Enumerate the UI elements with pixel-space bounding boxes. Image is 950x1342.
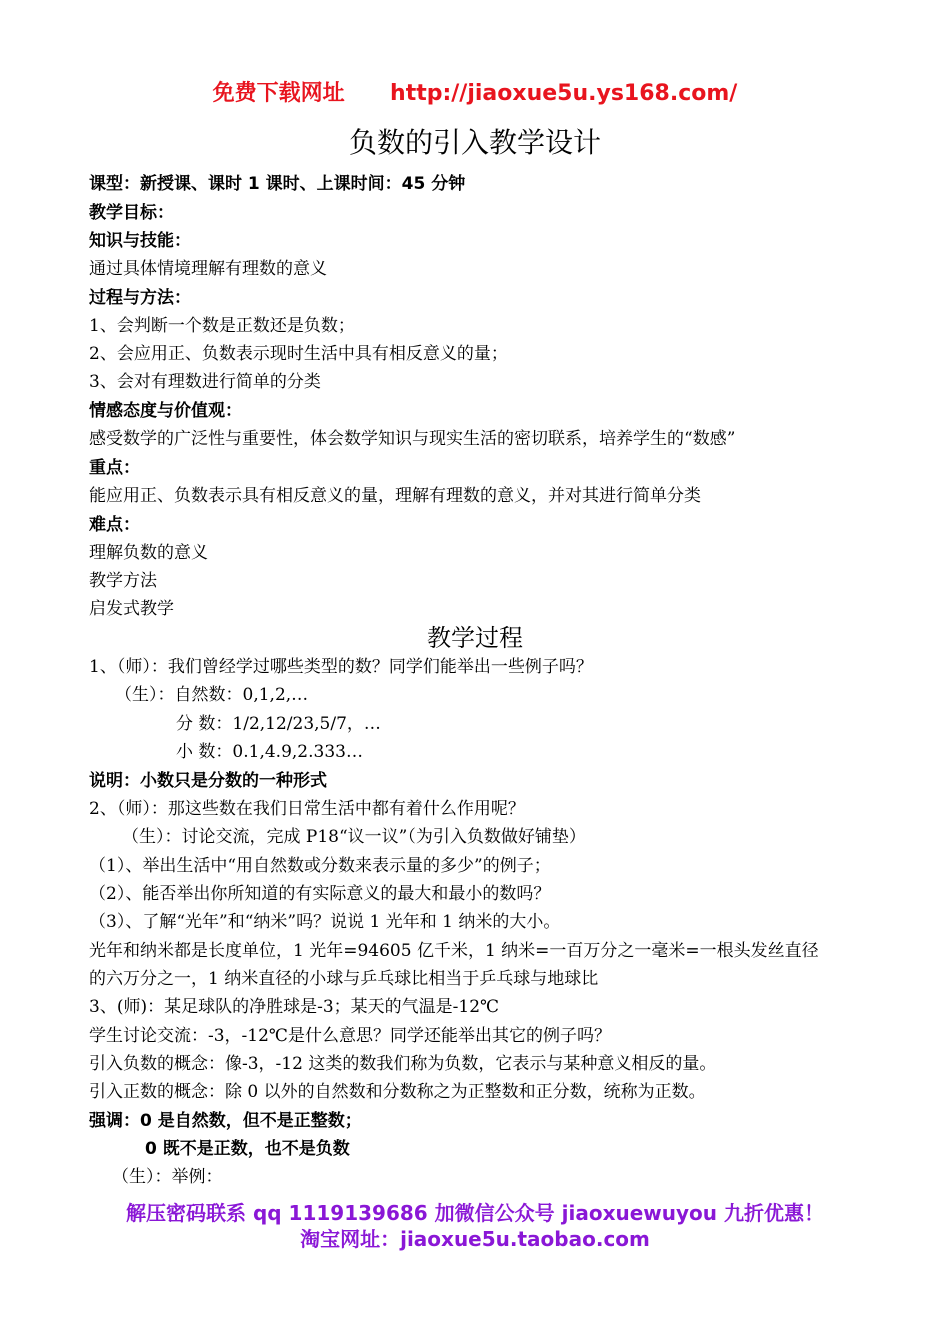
- process-line: 小 数：0.1,4.9,2.333…: [176, 742, 363, 762]
- difficult-text: 理解负数的意义: [89, 543, 208, 563]
- emotion-text: 感受数学的广泛性与重要性，体会数学知识与现实生活的密切联系，培养学生的“数感”: [89, 429, 736, 449]
- process-line: 3、(师)：某足球队的净胜球是-3；某天的气温是-12℃: [89, 997, 500, 1017]
- knowledge-heading: 知识与技能：: [89, 231, 191, 251]
- key-text: 能应用正、负数表示具有相反意义的量，理解有理数的意义，并对其进行简单分类: [89, 486, 701, 506]
- footer-taobao-link[interactable]: 淘宝网址：jiaoxue5u.taobao.com: [300, 1227, 650, 1251]
- page-title: 负数的引入教学设计: [348, 126, 601, 159]
- process-line: 2、（师）：那这些数在我们日常生活中都有着什么作用呢？: [89, 799, 525, 819]
- process-line: 学生讨论交流：-3，-12℃是什么意思？同学还能举出其它的例子吗？: [89, 1026, 611, 1046]
- process-line: 的六万分之一，1 纳米直径的小球与乒乓球比相当于乒乓球与地球比: [89, 969, 599, 989]
- process-line: （3）、了解“光年”和“纳米”吗？说说 1 光年和 1 纳米的大小。: [89, 912, 561, 932]
- process-item: 3、会对有理数进行简单的分类: [89, 372, 321, 392]
- emotion-heading: 情感态度与价值观：: [89, 401, 242, 421]
- goals-heading: 教学目标：: [89, 203, 174, 223]
- process-line: （1）、举出生活中“用自然数或分数来表示量的多少”的例子；: [89, 856, 551, 876]
- process-line: 1、（师）：我们曾经学过哪些类型的数？同学们能举出一些例子吗？: [89, 657, 593, 677]
- process-line: 分 数：1/2,12/23,5/7，…: [176, 714, 381, 734]
- process-line: 说明：小数只是分数的一种形式: [89, 771, 327, 791]
- header-label: 免费下载网址: [212, 81, 345, 106]
- process-line: 0 既不是正数，也不是负数: [145, 1139, 350, 1159]
- process-item: 2、会应用正、负数表示现时生活中具有相反意义的量；: [89, 344, 508, 364]
- header-line: [0, 80, 950, 108]
- process-line: （生）：自然数：0,1,2,…: [115, 685, 309, 705]
- knowledge-text: 通过具体情境理解有理数的意义: [89, 259, 327, 279]
- method-text: 启发式教学: [89, 599, 174, 619]
- process-line: （生）：举例：: [112, 1167, 223, 1187]
- process-line: （2）、能否举出你所知道的有实际意义的最大和最小的数吗？: [89, 884, 551, 904]
- process-line: （生）：讨论交流，完成 P18“议一议”（为引入负数做好铺垫）: [122, 827, 586, 847]
- footer-contact: 解压密码联系 qq 1119139686 加微信公众号 jiaoxuewuyou 九折优惠！: [126, 1201, 824, 1225]
- process-heading: 过程与方法：: [89, 288, 191, 308]
- process-title: 教学过程: [427, 624, 523, 652]
- process-line: 光年和纳米都是长度单位，1 光年=94605 亿千米，1 纳米=一百万分之一毫米=一根头发丝直径: [89, 941, 819, 961]
- header-url-link[interactable]: http://jiaoxue5u.ys168.com/: [390, 81, 738, 106]
- lesson-meta: 课型：新授课、课时 1 课时、上课时间：45 分钟: [89, 174, 466, 194]
- process-item: 1、会判断一个数是正数还是负数；: [89, 316, 355, 336]
- method-heading: 教学方法: [89, 571, 157, 591]
- difficult-heading: 难点：: [89, 515, 140, 535]
- key-heading: 重点：: [89, 458, 140, 478]
- process-line: 引入负数的概念：像-3，-12 这类的数我们称为负数，它表示与某种意义相反的量。: [89, 1054, 717, 1074]
- process-line: 引入正数的概念：除 0 以外的自然数和分数称之为正整数和正分数，统称为正数。: [89, 1082, 706, 1102]
- process-line: 强调：0 是自然数，但不是正整数；: [89, 1111, 362, 1131]
